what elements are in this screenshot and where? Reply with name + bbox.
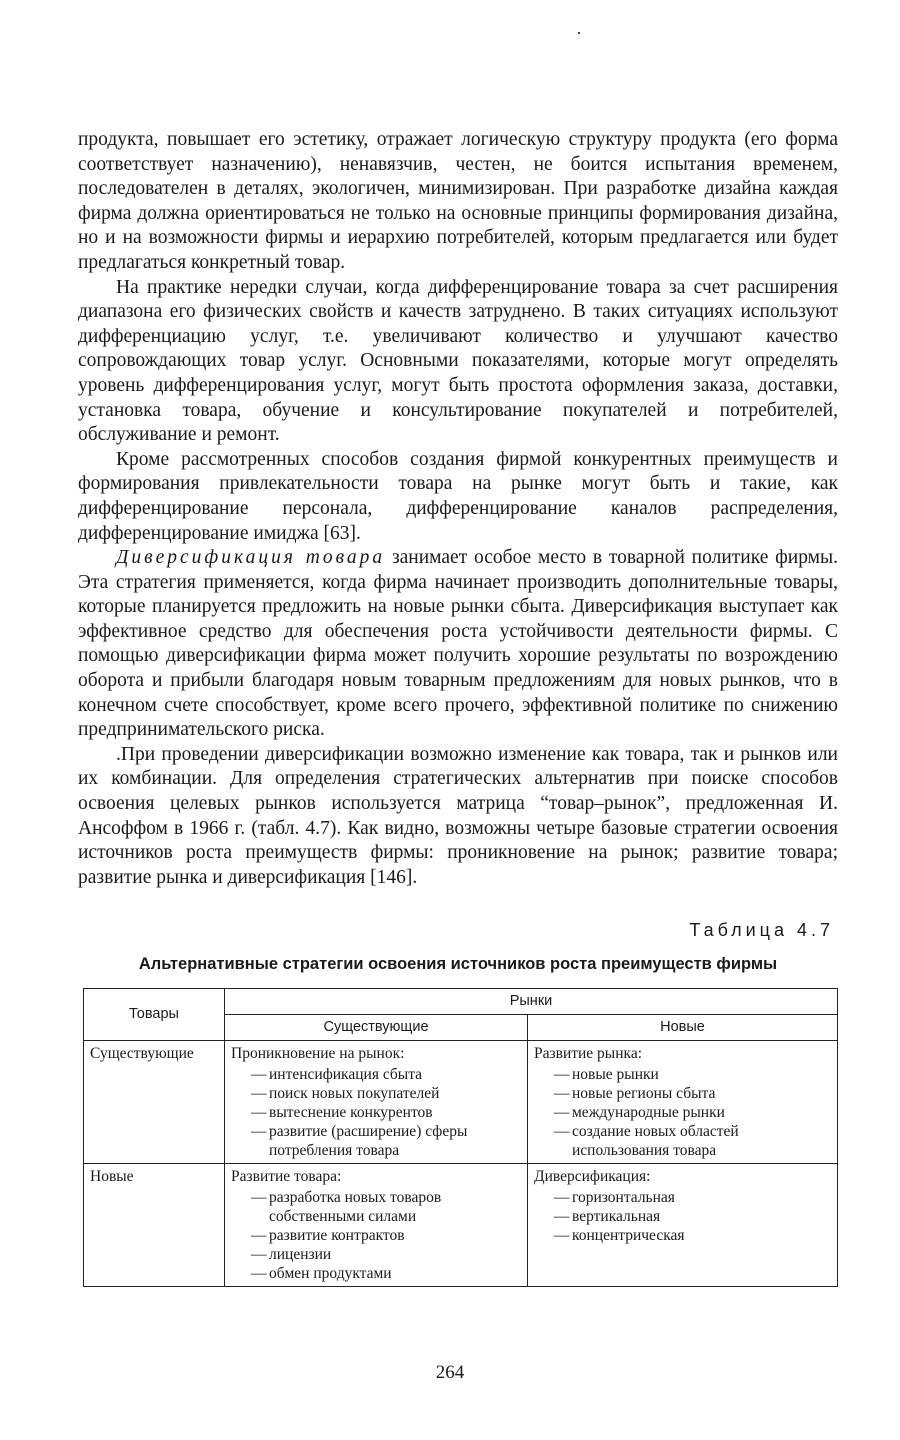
strategy-list-item: — вертикальная <box>554 1207 831 1226</box>
strategy-list <box>231 1188 521 1283</box>
strategy-heading: Развитие рынка: <box>534 1045 643 1063</box>
strategy-matrix-table <box>83 988 838 1287</box>
paragraph-5: .При проведении диверсификации возможно изменение как товара, так и рынков или их комбинации. Для определения стратегических альтернатив при поиске способов освоения целевых рынков используется матрица “товар–рынок”, предложенная И. Ансоффом в 1966 г. (табл. 4.7). Как видно, возможны четыре базовые стратегии освоения источников роста преимуществ фирмы: проникновение на рынок; развитие товара; развитие рынка и диверсификация [146]. <box>78 743 838 888</box>
table-row <box>84 1164 838 1287</box>
strategy-list-item: — лицензии <box>251 1245 521 1264</box>
page-number: 264 <box>435 1362 465 1383</box>
table-number: Таблица 4.7 <box>689 920 834 941</box>
strategy-list-item: — вытеснение конкурентов <box>251 1103 521 1122</box>
strategy-list-item: — горизонтальная <box>554 1188 831 1207</box>
strategy-heading: Диверсификация: <box>534 1168 651 1186</box>
strategy-list-item: — создание новых областей использования товара <box>554 1122 831 1160</box>
strategy-heading: Развитие товара: <box>231 1168 342 1186</box>
strategy-list-item: — концентрическая <box>554 1226 831 1245</box>
table-header-row <box>84 989 838 1015</box>
paragraph-2: На практике нередки случаи, когда дифференцирование товара за счет расширения диапазона его физических свойств и качеств затруднено. В таких ситуациях используют дифференциацию услуг, т.е. увеличивают количество и улучшают качество сопровождающих товар услуг. Основными показателями, которые могут определять уровень дифференцирования услуг, могут быть простота оформления заказа, доставки, установка товара, обучение и консультирование покупателей и потребителей, обслуживание и ремонт. <box>78 276 838 446</box>
scan-speck <box>578 32 580 34</box>
strategy-list <box>231 1065 521 1160</box>
paragraph-3: Кроме рассмотренных способов создания фирмой конкурентных преимуществ и формирования привлекательности товара на рынке могут быть и такие, как дифференцирование персонала, дифференцирование каналов распределения, дифференцирование имиджа [63]. <box>78 448 838 544</box>
strategy-list-item: — новые регионы сбыта <box>554 1084 831 1103</box>
strategy-cell <box>528 1164 838 1287</box>
paragraph-4-text: занимает особое место в товарной политике фирмы. Эта стратегия применяется, когда фирма начинает производить дополнительные товары, которые планируется предложить на новые рынки сбыта. Диверсификация выступает как эффективное средство для обеспечения роста устойчивости деятельности фирмы. С помощью диверсификации фирма может получить хорошие результаты по возрождению оборота и прибыли благодаря новым товарным предложениям для новых рынков, что в конечном счете способствует, кроме всего прочего, эффективной политике по снижению предпринимательского риска. <box>78 547 838 741</box>
strategy-list-item: — развитие контрактов <box>251 1226 521 1245</box>
header-goods: Товары <box>84 989 225 1041</box>
emphasis-term: Диверсификация товара <box>116 547 386 569</box>
strategy-list-item: — поиск новых покупателей <box>251 1084 521 1103</box>
strategy-list-item: — разработка новых товаров собственными силами <box>251 1188 521 1226</box>
strategy-list-item: — развитие (расширение) сферы потребления товара <box>251 1122 521 1160</box>
strategy-list-item: — новые рынки <box>554 1065 831 1084</box>
header-existing: Существующие <box>225 1015 528 1041</box>
strategy-list-item: — интенсификация сбыта <box>251 1065 521 1084</box>
strategy-cell <box>225 1041 528 1164</box>
table-row <box>84 1041 838 1164</box>
header-markets: Рынки <box>225 989 838 1015</box>
header-new: Новые <box>528 1015 838 1041</box>
strategy-heading: Проникновение на рынок: <box>231 1045 405 1063</box>
paragraph-4 <box>78 546 838 743</box>
row-label: Новые <box>84 1164 225 1287</box>
page-body <box>78 128 838 1287</box>
strategy-list-item: — обмен продуктами <box>251 1264 521 1283</box>
table-title: Альтернативные стратегии освоения источников роста преимуществ фирмы <box>138 955 778 974</box>
row-label: Существующие <box>84 1041 225 1164</box>
strategy-list-item: — международные рынки <box>554 1103 831 1122</box>
table-body <box>84 1041 838 1287</box>
strategy-cell <box>528 1041 838 1164</box>
strategy-cell <box>225 1164 528 1287</box>
strategy-list <box>534 1188 831 1245</box>
paragraph-1: продукта, повышает его эстетику, отражает логическую структуру продукта (его форма соответствует назначению), ненавязчив, честен, не боится испытания временем, последователен в деталях, экологичен, минимизирован. При разработке дизайна каждая фирма должна ориентироваться не только на основные принципы формирования дизайна, но и на возможности фирмы и иерархию потребителей, которым предлагается или будет предлагаться конкретный товар. <box>78 129 838 273</box>
strategy-list <box>534 1065 831 1160</box>
